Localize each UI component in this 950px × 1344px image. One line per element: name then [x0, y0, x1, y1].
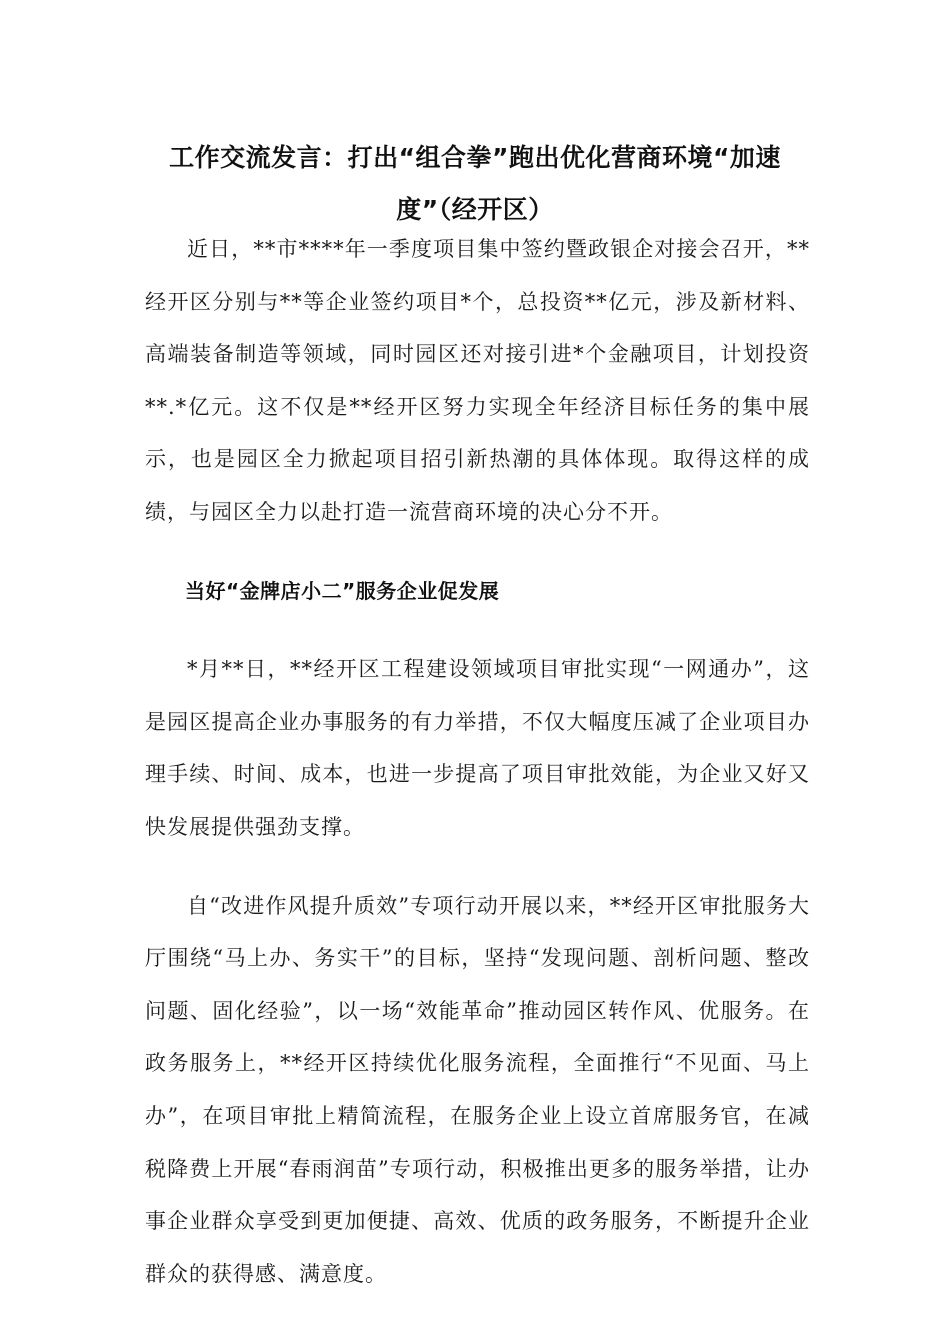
- document-body: [145, 223, 810, 1300]
- section-paragraph-2: 自“改进作风提升质效”专项行动开展以来，**经开区审批服务大厅围绕“马上办、务实干”的目标，坚持“发现问题、剖析问题、整改问题、固化经验”，以一场“效能革命”推动园区转作风、优服务。在政务服务上，**经开区持续优化服务流程，全面推行“不见面、马上办”，在项目审批上精简流程，在服务企业上设立首席服务官，在减税降费上开展“春雨润苗”专项行动，积极推出更多的服务举措，让办事企业群众享受到更加便捷、高效、优质的政务服务，不断提升企业群众的获得感、满意度。: [145, 893, 810, 1286]
- document-title: 工作交流发言：打出“组合拳”跑出优化营商环境“加速度”（经开区）: [169, 143, 781, 224]
- section-heading: 当好“金牌店小二”服务企业促发展: [185, 578, 500, 603]
- intro-paragraph: 近日，**市****年一季度项目集中签约暨政银企对接会召开，**经开区分别与**等企业签约项目*个，总投资**亿元，涉及新材料、高端装备制造等领域，同时园区还对接引进*个金融项目，计划投资**.*亿元。这不仅是**经开区努力实现全年经济目标任务的集中展示，也是园区全力掀起项目招引新热潮的具体体现。取得这样的成绩，与园区全力以赴打造一流营商环境的决心分不开。: [145, 237, 810, 524]
- section-paragraph-1: *月**日，**经开区工程建设领域项目审批实现“一网通办”，这是园区提高企业办事服务的有力举措，不仅大幅度压减了企业项目办理手续、时间、成本，也进一步提高了项目审批效能，为企业又好又快发展提供强劲支撑。: [145, 657, 810, 839]
